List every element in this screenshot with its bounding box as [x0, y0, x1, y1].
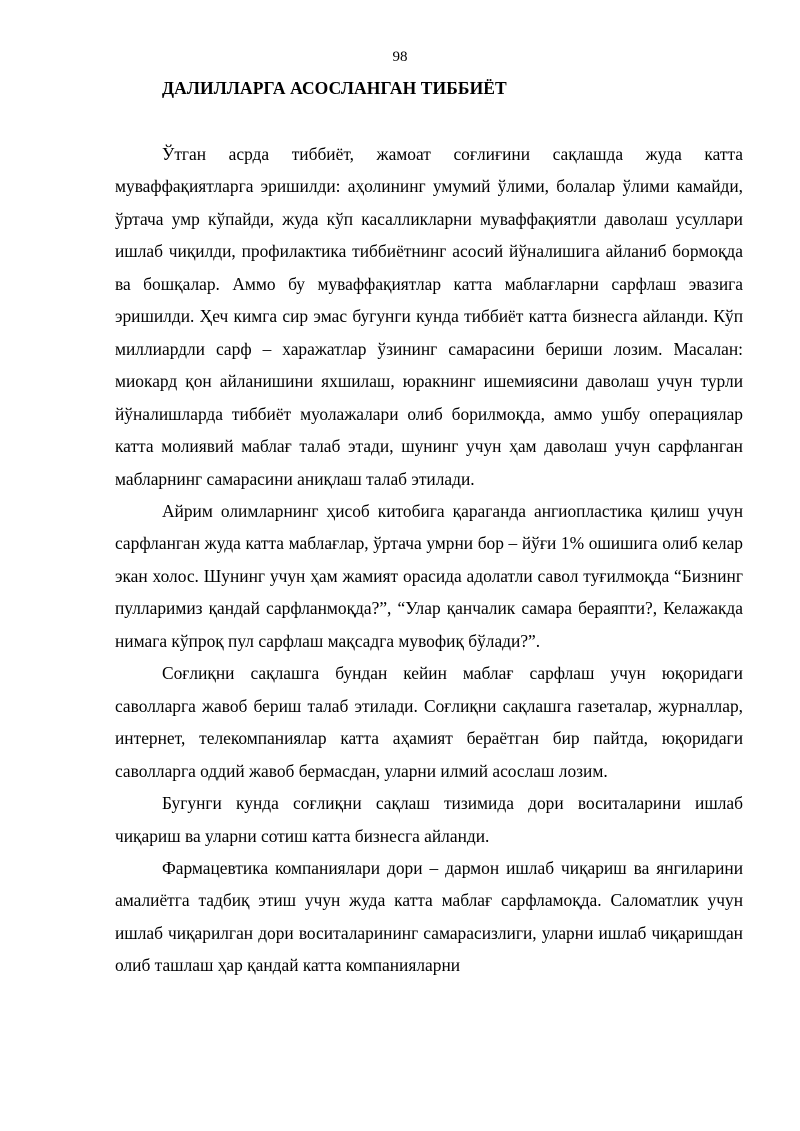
paragraph: Соғлиқни сақлашга бундан кейин маблағ сарфлаш учун юқоридаги саволларга жавоб бериш талаб этилади. Соғлиқни сақлашга газеталар, журналлар, интернет, телекомпаниялар катта аҳамият бераётган бир пайтда, юқоридаги саволларга оддий жавоб бермасдан, уларни илмий асослаш лозим. [115, 663, 743, 781]
document-body [115, 138, 743, 982]
paragraph: Фармацевтика компаниялари дори – дармон ишлаб чиқариш ва янгиларини амалиётга тадбиқ этиш учун жуда катта маблағ сарфламоқда. Саломатлик учун ишлаб чиқарилган дори воситаларининг самарасизлиги, уларни ишлаб чиқаришдан олиб ташлаш ҳар қандай катта компанияларни [115, 857, 743, 976]
page-number: 98 [392, 49, 408, 65]
paragraph: Ўтган асрда тиббиёт, жамоат соғлиғини сақлашда жуда катта муваффақиятларга эришилди: аҳолининг умумий ўлими, болалар ўлими камайди, ўртача умр кўпайди, жуда кўп касалликларни муваффақиятли даволаш усуллари ишлаб чиқилди, профилактика тиббиётнинг асосий йўналишига айланиб бормоқда ва бошқалар. Аммо бу муваффақиятлар катта маблағларни сарфлаш эвазига эришилди. Ҳеч кимга сир эмас бугунги кунда тиббиёт катта бизнесга айланди. Кўп миллиардли сарф – харажатлар ўзининг самарасини бериши лозим. Масалан: миокард қон айланишини яхшилаш, юракнинг ишемиясини даволаш учун турли йўналишларда тиббиёт муолажалари олиб борилмоқда, аммо ушбу операциялар катта молиявий маблағ талаб этади, шунинг учун ҳам даволаш учун сарфланган мабларнинг самарасини аниқлаш талаб этилади. [115, 144, 743, 489]
document-title: ДАЛИЛЛАРГА АСОСЛАНГАН ТИББИЁТ [162, 78, 507, 98]
paragraph: Бугунги кунда соғлиқни сақлаш тизимида дори воситаларини ишлаб чиқариш ва уларни сотиш катта бизнесга айланди. [115, 793, 743, 846]
paragraph: Айрим олимларнинг ҳисоб китобига қараганда ангиопластика қилиш учун сарфланган жуда катта маблағлар, ўртача умрни бор – йўғи 1% ошишига олиб келар экан холос. Шунинг учун ҳам жамият орасида адолатли савол туғилмоқда “Бизнинг пулларимиз қандай сарфланмоқда?”, “Улар қанчалик самара бераяпти?, Келажакда нимага кўпроқ пул сарфлаш мақсадга мувофиқ бўлади?”. [115, 500, 743, 651]
